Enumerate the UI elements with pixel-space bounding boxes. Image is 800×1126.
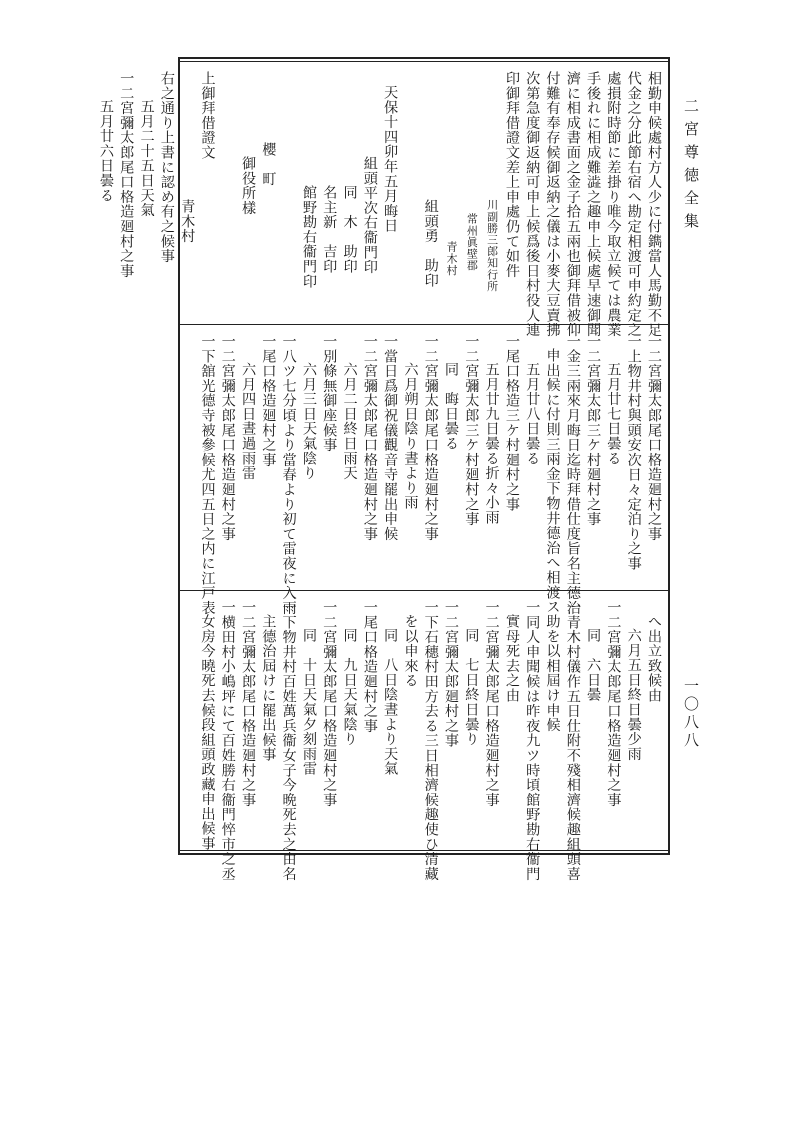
text-column: 一二宮彌太郎尾口格造廻村之事 [361,334,378,542]
section-divider-2 [180,590,668,591]
text-column: 組頭平次右衞門印 [361,156,378,275]
text-column: 一二宮彌太郎尾口格造廻村之事 [483,600,500,808]
text-column: 一二宮彌太郎廻村之事 [443,600,460,748]
text-column: 手後れに相成難澁之趣申上候處早速御聞 [585,71,602,338]
text-column: 一青木村儀作五日仕附不殘相濟候趣組頭喜 [564,600,581,882]
section-top-columns [96,71,664,338]
text-column: 櫻 町 [260,142,277,187]
text-column: 一二宮彌太郎尾口格造廻村之事 [605,600,622,808]
text-column: 一二宮彌太郎三ケ村廻村之事 [463,334,480,527]
text-column: 一二宮彌太郎三ケ村廻村之事 [585,334,602,527]
text-column: 六月朔日陰り晝より雨 [402,362,419,511]
text-column: 付難有奉存候御返納之儀は小麥大豆賣拂 [544,71,561,338]
text-column: 館野勘右衞門印 [300,184,317,289]
text-column: を以申來る [402,614,419,689]
text-column [278,71,298,318]
page-number: 一〇八八 [682,678,700,750]
text-column: 五月廿七日曇る [605,362,622,466]
text-column: 六月五日終日曇少雨 [625,628,642,762]
text-column: 女房今曉死去候段組頭政藏申出候事 [199,614,216,851]
text-column: 代金之分此節右宿へ勘定相渡可申約定之 [625,71,642,338]
text-column: 印御拜借證文差上申處仍て如件 [503,71,520,279]
text-column: 川副勝三郎知行所 [485,198,499,292]
text-column: 六月三日天氣陰り [300,362,317,481]
text-column: 五月廿六日曇る [97,99,114,203]
text-column: 相勤申候處村方人少に付鐫當人馬勤不足 [646,71,662,338]
text-column: 一二宮彌太郎尾口格造廻村之事 [321,600,338,808]
text-column: 同 八日陰晝より天氣 [382,628,399,777]
text-column: 一別條無御座候事 [321,334,338,453]
text-column: 一尾口格造廻村之事 [361,600,378,734]
text-column: 一横田村小嶋坪にて百姓勝右衞門悴市之丞 [219,600,236,882]
section-top [97,63,668,338]
text-column: 實母死去之由 [503,614,520,703]
text-column: 名主新 吉印 [321,184,338,274]
section-middle [180,326,668,616]
text-column: 一八ツ七分頃より當春より初て雷夜に入雨 [280,334,297,616]
text-column: 上御拜借證文 [199,71,216,160]
text-column: 一尾口格造三ケ村廻村之事 [503,334,520,512]
text-column: 一尾口格造廻村之事 [260,334,277,468]
text-column: 次第急度御返納可申上候爲後日村役人連 [524,71,541,338]
text-column: 五月二十五日天氣 [138,99,155,218]
text-column: 一當日爲御祝儀觀音寺罷出申候 [382,334,399,542]
text-column: 一二宮彌太郎尾口格造廻村之事 [240,600,257,808]
text-column: 一二宮彌太郎尾口格造廻村之事 [422,334,439,542]
section-bottom [180,592,668,882]
text-column: 一下石穗村田方去る三日相濟候趣使ひ清藏 [422,600,439,882]
text-column: 青木村 [179,198,196,244]
text-column: 一同人申聞候は昨夜九ツ時頃館野勘右衞門 [524,600,541,882]
text-column: 五月廿九日曇る折々小雨 [483,362,500,526]
frame-top-rule [178,61,670,62]
text-column: 常州眞壁郡 [465,213,479,271]
text-column [400,71,420,318]
text-column: 右之通り上書に認め有之候事 [158,71,175,264]
text-column: 同 木 助印 [341,184,358,274]
section-middle-columns [197,334,664,616]
text-column: 五月廿八日曇る [524,362,541,466]
text-column: 一上物井村與頭安次日々定泊り之事 [625,334,642,571]
text-column: 同 七日終日曇り [463,628,480,747]
text-column: 濟に相成書面之金子拾五兩也御拜借被仰 [564,71,581,338]
section-bottom-columns [197,600,664,882]
text-column: 一金三兩來月晦日迄時拜借仕度旨名主德治 [564,334,581,616]
running-title: 二宮尊徳全集 [682,98,700,236]
text-column: 同 十日天氣夕刻雨雷 [300,628,317,777]
text-column: 同 六日曇 [585,628,602,703]
text-column: 同 九日天氣陰り [341,628,358,747]
text-column: 一二宮彌太郎尾口格造廻村之事 [118,71,135,279]
text-column: 一下物井村百姓萬兵衞女子今晩死去之由名 [280,600,297,882]
text-column: へ出立致候由 [646,614,662,703]
text-column: 一下舘光德寺被參候尤四五日之内に江戸表 [199,334,216,616]
text-column: 青木村 [445,241,459,277]
text-column: 助を以相屆け申候 [544,614,561,733]
text-column: 主德治屆けに罷出候事 [260,614,277,763]
text-column: 處損附時節に差掛り唯今取立候ては農業 [605,71,622,338]
text-column: 六月二日終日雨天 [341,362,358,481]
text-column: 御役所樣 [240,156,257,216]
text-column: 同 晦日曇る [443,362,460,452]
text-column [217,71,237,318]
text-column: 一二宮彌太郎尾口格造廻村之事 [646,334,662,542]
text-column: 組頭勇 助印 [422,198,439,288]
text-column: 一二宮彌太郎尾口格造廻村之事 [219,334,236,542]
text-column: 天保十四卯年五月晦日 [382,85,399,234]
text-column: 六月四日晝過雨雷 [240,362,257,481]
text-column: 申出候に付則三兩金下物井德治へ相渡ス [544,348,561,615]
